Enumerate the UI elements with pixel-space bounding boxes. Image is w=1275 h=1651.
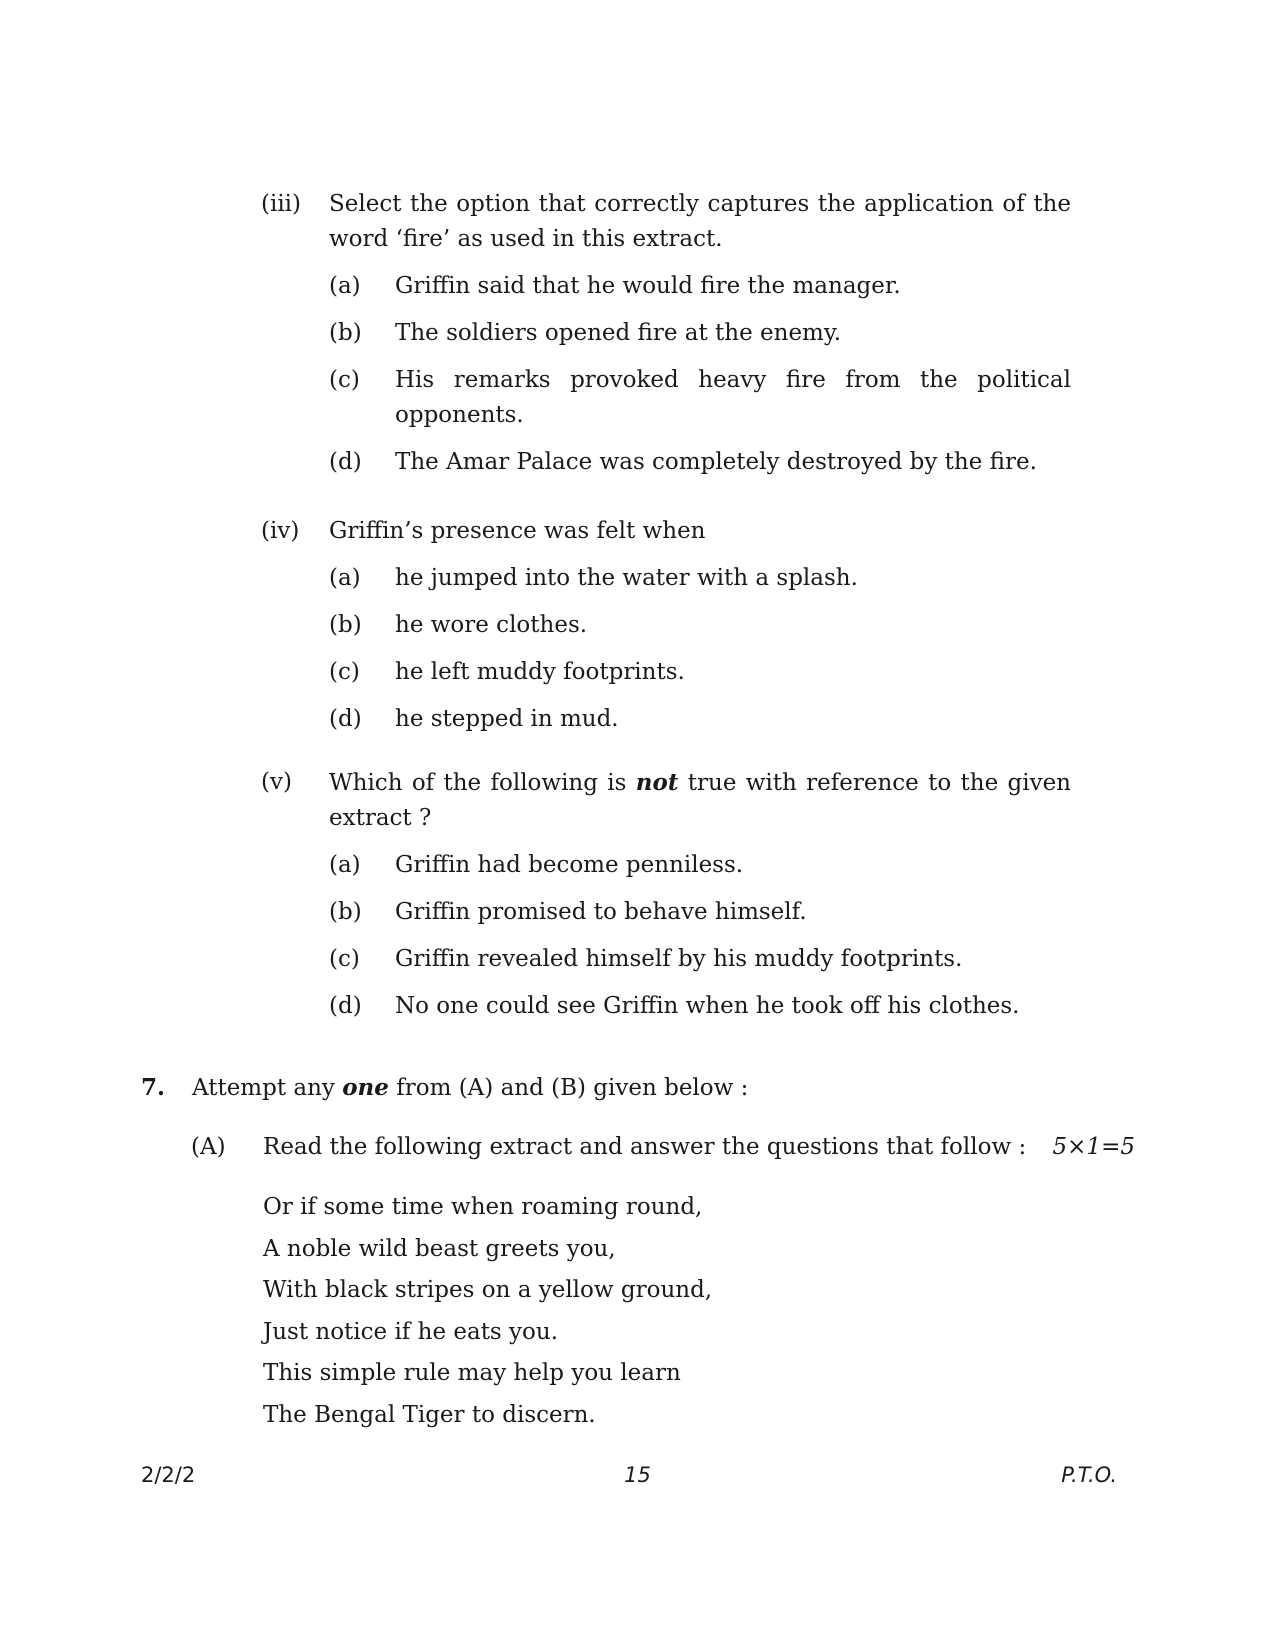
question-number: (v) [261,769,292,795]
page-number: 15 [624,1463,651,1487]
question-text [192,1070,1081,1106]
option-label: (b) [329,320,362,346]
option-label: (b) [329,612,362,638]
option-text: he stepped in mud. [395,706,619,732]
option-label: (a) [329,565,361,591]
option-c [329,363,1071,433]
poem-line: Or if some time when roaming round, [263,1194,703,1220]
poem-extract [263,1190,1023,1439]
option-b [329,895,1071,930]
marks-allocation: 5×1=5 [1052,1134,1135,1160]
paper-code: 2/2/2 [141,1463,196,1487]
option-d [329,989,1071,1024]
question-stem [329,765,1071,836]
option-label: (b) [329,899,362,925]
option-c [329,655,1071,690]
stem-emphasis: not [635,769,679,796]
option-text: His remarks provoked heavy fire from the political opponents. [395,367,1071,428]
option-label: (c) [329,367,360,393]
pto-label: P.T.O. [1061,1463,1117,1487]
option-label: (c) [329,659,360,685]
option-c [329,942,1071,977]
option-text: Griffin revealed himself by his muddy footprints. [395,946,963,972]
option-text: The soldiers opened fire at the enemy. [395,320,842,346]
option-b [329,608,1071,643]
option-text: Griffin had become penniless. [395,852,744,878]
option-a [329,848,1071,883]
option-label: (d) [329,449,362,475]
option-b [329,316,1071,351]
option-a [329,561,1071,596]
option-text: he jumped into the water with a splash. [395,565,858,591]
question-stem: Griffin’s presence was felt when [329,518,706,544]
option-text: Griffin promised to behave himself. [395,899,807,925]
question-stem: Select the option that correctly captures the application of the word ‘fire’ as used in this extract. [329,191,1071,252]
poem-line: The Bengal Tiger to discern. [263,1401,596,1428]
option-text: Griffin said that he would fire the manager. [395,273,901,299]
question-number: 7. [141,1074,166,1101]
stem-text: true with reference to the given extract ? [329,770,1071,831]
question-v [261,765,1071,1024]
question-emphasis: one [342,1074,389,1101]
option-label: (c) [329,946,360,972]
poem-line: A noble wild beast greets you, [263,1235,616,1262]
section-instruction: Read the following extract and answer the questions that follow : [263,1134,1027,1160]
option-text: No one could see Griffin when he took off his clothes. [395,993,1020,1019]
question-iv [261,514,1071,737]
section-a [191,1130,1135,1165]
section-label: (A) [191,1134,226,1160]
option-d [329,445,1071,480]
poem-line: Just notice if he eats you. [263,1318,559,1345]
option-label: (d) [329,993,362,1019]
option-text: The Amar Palace was completely destroyed by the fire. [395,449,1037,475]
option-label: (d) [329,706,362,732]
option-a [329,269,1071,304]
poem-line: This simple rule may help you learn [263,1360,681,1386]
option-label: (a) [329,852,361,878]
poem-line: With black stripes on a yellow ground, [263,1277,713,1303]
option-text: he wore clothes. [395,612,588,638]
question-text-part: from (A) and (B) given below : [388,1075,749,1101]
question-iii [261,187,1071,480]
question-number: (iv) [261,518,300,544]
stem-text: Which of the following is [329,770,636,796]
option-d [329,702,1071,737]
option-label: (a) [329,273,361,299]
question-text-part: Attempt any [192,1075,343,1101]
option-text: he left muddy footprints. [395,659,685,685]
question-number: (iii) [261,191,302,217]
question-7 [141,1070,1081,1106]
